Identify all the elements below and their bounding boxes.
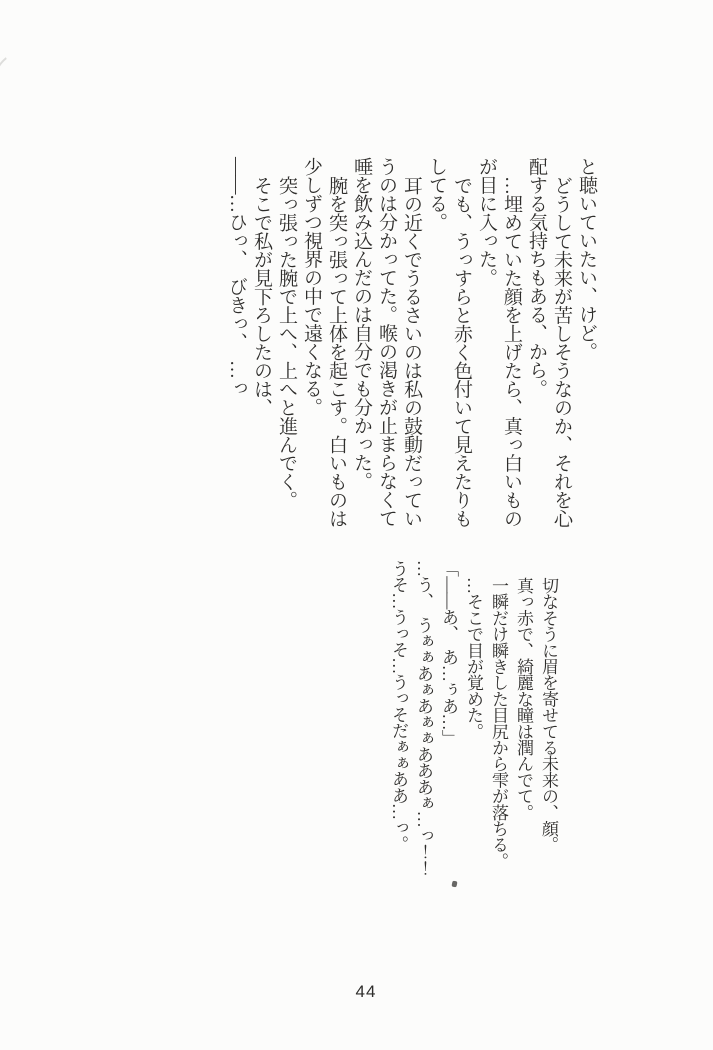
text-line: 配する気持ちもある、から。 <box>526 157 547 398</box>
text-line: …う、 うぁぁあぁあぁぁあああぁ…っ！！ <box>414 560 433 876</box>
text-line: …埋めていた顔を上げたら、真っ白いもの <box>501 176 522 528</box>
text-line: 少しずつ視界の中で遠くなる。 <box>301 157 322 416</box>
text-line: うのは分かってた。喉の渇きが止まらなくて <box>376 157 397 527</box>
text-line: 一瞬だけ瞬きした目尻から雫が落ちる。 <box>489 577 508 869</box>
text-line: うそ…うっそ…うっそだぁぁああ…っ。 <box>389 560 408 852</box>
text-line: が目に入った。 <box>476 157 497 287</box>
text-line: …そこで目が覚めた。 <box>464 577 483 740</box>
scan-smudge-artifact <box>0 48 41 127</box>
text-line: でも、うっすらと赤く色付いて見えたりも <box>451 176 472 528</box>
text-line: 真っ赤で、綺麗な瞳は潤んでて。 <box>514 577 533 821</box>
text-line: 腕を突っ張って上体を起こす。白いものは <box>326 176 347 528</box>
top-text-block <box>121 157 599 551</box>
text-line: 唾を飲み込んだのは自分でも分かった。 <box>351 157 372 490</box>
text-line: 耳の近くでうるさいのは私の鼓動だってい <box>401 176 422 528</box>
text-line: してる。 <box>426 157 447 231</box>
bottom-text-block <box>133 560 561 898</box>
text-line: ――…ひっ、 びきっ、 …っ <box>226 157 247 397</box>
page-number: 44 <box>355 982 377 1001</box>
text-line: と聴いていたい、けど。 <box>576 157 597 361</box>
text-line: どうして未来が苦しそうなのか、それを心 <box>551 176 572 528</box>
text-line: そこで私が見下ろしたのは、 <box>251 176 272 417</box>
text-line: 突っ張った腕で上へ、上へと進んでく。 <box>276 176 297 509</box>
text-line: 「――あ、 あ…ぅあ…」 <box>439 560 458 746</box>
text-line: 切なそうに眉を寄せてる未来の、顔。 <box>539 577 558 853</box>
